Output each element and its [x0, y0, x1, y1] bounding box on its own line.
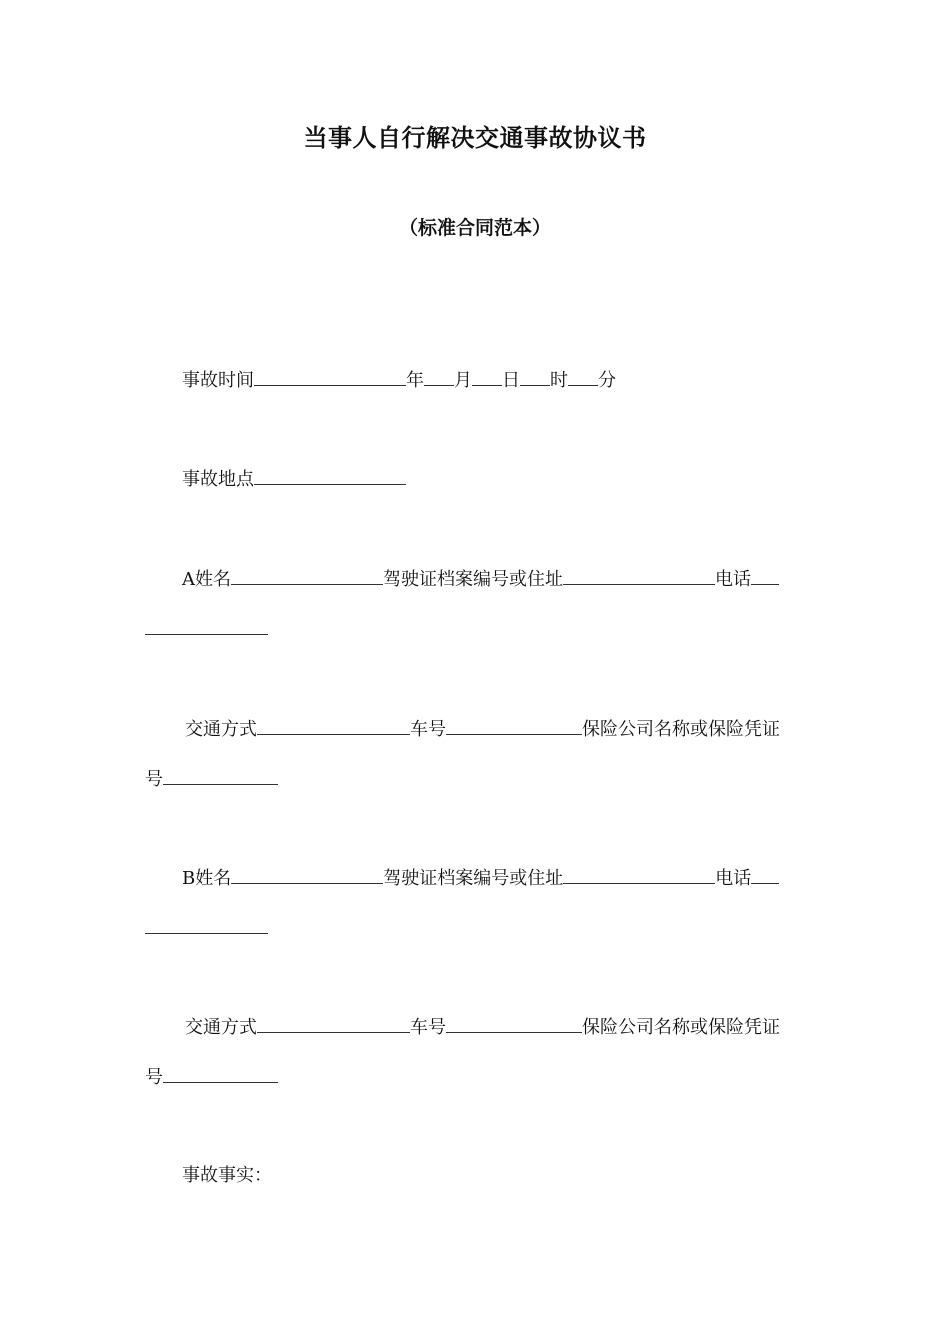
party-b-phone-cont-row [145, 915, 268, 941]
accident-time-label: 事故时间 [182, 370, 254, 391]
party-b-name-blank[interactable] [231, 865, 383, 884]
party-b-insurance-label: 保险公司名称或保险凭证 [582, 1017, 780, 1038]
party-a-plate-blank[interactable] [446, 716, 582, 735]
party-b-insurance-label-cont: 号 [145, 1067, 163, 1088]
party-b-insurance-cont-row [145, 1064, 278, 1090]
party-b-phone-blank[interactable] [751, 865, 779, 884]
party-b-name-label: B姓名 [182, 868, 232, 889]
minute-blank[interactable] [568, 367, 598, 386]
party-b-phone-blank-cont[interactable] [145, 915, 268, 934]
day-label: 日 [502, 370, 520, 391]
month-blank[interactable] [424, 367, 454, 386]
party-a-insurance-label: 保险公司名称或保险凭证 [582, 719, 780, 740]
party-b-license-label: 驾驶证档案编号或住址 [383, 868, 564, 889]
accident-time-date-blank[interactable] [254, 367, 406, 386]
party-a-phone-blank-cont[interactable] [145, 616, 268, 635]
party-a-insurance-label-cont: 号 [145, 769, 163, 790]
minute-label: 分 [598, 370, 616, 391]
accident-facts-label: 事故事实： [182, 1165, 272, 1186]
party-a-phone-label: 电话 [715, 569, 751, 590]
accident-place-blank[interactable] [254, 466, 406, 485]
party-a-phone-cont-row [145, 616, 268, 642]
party-a-plate-label: 车号 [410, 719, 446, 740]
party-a-insurance-cont-row [145, 766, 278, 792]
day-blank[interactable] [472, 367, 502, 386]
party-a-license-label: 驾驶证档案编号或住址 [383, 569, 563, 590]
party-b-transport-label: 交通方式 [185, 1017, 257, 1038]
hour-label: 时 [550, 370, 568, 391]
party-a-transport-label: 交通方式 [185, 719, 257, 740]
party-b-license-blank[interactable] [563, 865, 715, 884]
party-b-transport-blank[interactable] [257, 1014, 410, 1033]
party-a-transport-row [185, 716, 780, 742]
party-a-license-blank[interactable] [563, 566, 715, 585]
party-b-insurance-blank[interactable] [163, 1064, 278, 1083]
accident-place-label: 事故地点 [182, 469, 254, 490]
accident-place-row [182, 466, 406, 492]
party-a-name-blank[interactable] [231, 566, 383, 585]
party-b-transport-row [185, 1014, 780, 1040]
party-a-phone-blank[interactable] [751, 566, 779, 585]
party-a-insurance-blank[interactable] [163, 766, 278, 785]
accident-time-row [182, 367, 616, 393]
party-b-name-row [182, 865, 779, 891]
hour-blank[interactable] [520, 367, 550, 386]
month-label: 月 [454, 370, 472, 391]
party-b-phone-label: 电话 [715, 868, 752, 889]
party-a-name-row [182, 566, 779, 592]
document-subtitle: （标准合同范本） [398, 217, 551, 239]
document-title: 当事人自行解决交通事故协议书 [303, 124, 647, 152]
party-a-transport-blank[interactable] [257, 716, 410, 735]
year-label: 年 [406, 370, 424, 391]
party-a-name-label: A姓名 [182, 569, 231, 590]
accident-facts-row [182, 1164, 272, 1188]
party-b-plate-blank[interactable] [446, 1014, 582, 1033]
party-b-plate-label: 车号 [410, 1017, 446, 1038]
